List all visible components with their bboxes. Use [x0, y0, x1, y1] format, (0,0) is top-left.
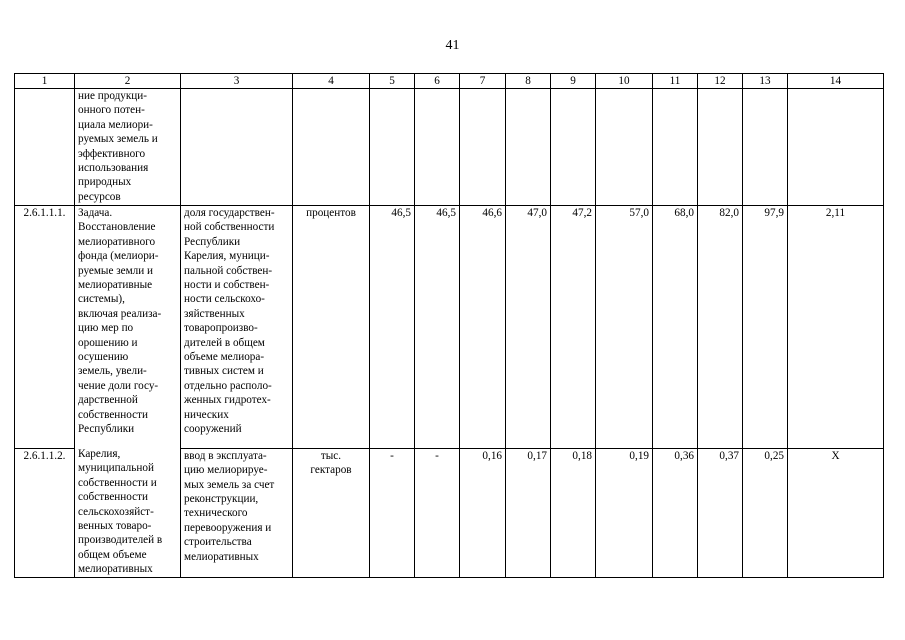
- table-cell-text: Задача. Восстановление мелиоративного фонда (мелиори- руемые земли и мелиоративные системы), включая реализа- цию мер по орошению и осушению земель, увели- чение доли госу- дарственной собственности Республики: [78, 207, 162, 436]
- header-cell: 14: [788, 74, 884, 89]
- value-cell: 46,5: [370, 206, 415, 449]
- table-row: [15, 89, 884, 206]
- header-cell: 10: [596, 74, 653, 89]
- row-code: 2.6.1.1.1.: [15, 206, 75, 449]
- table-cell: ние продукци- онного потен- циала мелиори- руемых земель и эффективного использования природных ресурсов: [75, 89, 181, 206]
- value-cell: 47,2: [551, 206, 596, 449]
- table-cell-text: Карелия, муниципальной собственности и собственности сельскохозяйст- венных товаро- производителей в общем объеме мелиоративных: [78, 448, 163, 576]
- value-cell: -: [370, 448, 415, 577]
- header-cell: 3: [181, 74, 293, 89]
- value-cell: 46,6: [460, 206, 506, 449]
- page-number: 41: [445, 38, 460, 53]
- header-cell: 1: [15, 74, 75, 89]
- value-cell: 2,11: [788, 206, 884, 449]
- value-cell: 0,37: [698, 448, 743, 577]
- table-cell: ввод в эксплуата- цию мелиорируе- мых земель за счет реконструкции, технического перевооружения и строительства мелиоративных: [181, 448, 293, 577]
- value-cell: 0,19: [596, 448, 653, 577]
- value-cell: 0,17: [506, 448, 551, 577]
- table-row: [15, 206, 884, 449]
- table-cell: [596, 89, 653, 206]
- value-cell: 57,0: [596, 206, 653, 449]
- header-cell: 2: [75, 74, 181, 89]
- value-cell: 82,0: [698, 206, 743, 449]
- indicators-table: [14, 73, 884, 578]
- header-cell: 6: [415, 74, 460, 89]
- table-cell: [293, 89, 370, 206]
- value-cell: -: [415, 448, 460, 577]
- header-cell: 13: [743, 74, 788, 89]
- table-cell: [698, 89, 743, 206]
- table-cell: [743, 89, 788, 206]
- header-cell: 4: [293, 74, 370, 89]
- header-row: [15, 74, 884, 89]
- value-cell: 0,36: [653, 448, 698, 577]
- table-cell: [551, 89, 596, 206]
- value-cell: 0,18: [551, 448, 596, 577]
- header-cell: 8: [506, 74, 551, 89]
- unit-cell: процентов: [293, 206, 370, 449]
- table-cell: [370, 89, 415, 206]
- table-cell: [506, 89, 551, 206]
- table-cell: [415, 89, 460, 206]
- table-cell: [653, 89, 698, 206]
- value-cell: 0,25: [743, 448, 788, 577]
- table-cell: [788, 89, 884, 206]
- row-code: 2.6.1.1.2.: [15, 448, 75, 577]
- table-cell: [15, 89, 75, 206]
- value-cell: 0,16: [460, 448, 506, 577]
- header-cell: 9: [551, 74, 596, 89]
- value-cell: X: [788, 448, 884, 577]
- value-cell: 47,0: [506, 206, 551, 449]
- header-cell: 7: [460, 74, 506, 89]
- header-cell: 11: [653, 74, 698, 89]
- value-cell: 97,9: [743, 206, 788, 449]
- table-cell: [75, 206, 181, 578]
- table-cell: [460, 89, 506, 206]
- header-cell: 5: [370, 74, 415, 89]
- unit-cell: тыс. гектаров: [293, 448, 370, 577]
- table-cell: доля государствен- ной собственности Республики Карелия, муници- пальной собствен- ности и собствен- ности сельскохо- зяйственных товаропроизво- дителей в общем объеме мелиора- тивных систем и отдельно располо- женных гидротех- нических сооружений: [181, 206, 293, 449]
- header-cell: 12: [698, 74, 743, 89]
- value-cell: 68,0: [653, 206, 698, 449]
- value-cell: 46,5: [415, 206, 460, 449]
- table-cell: [181, 89, 293, 206]
